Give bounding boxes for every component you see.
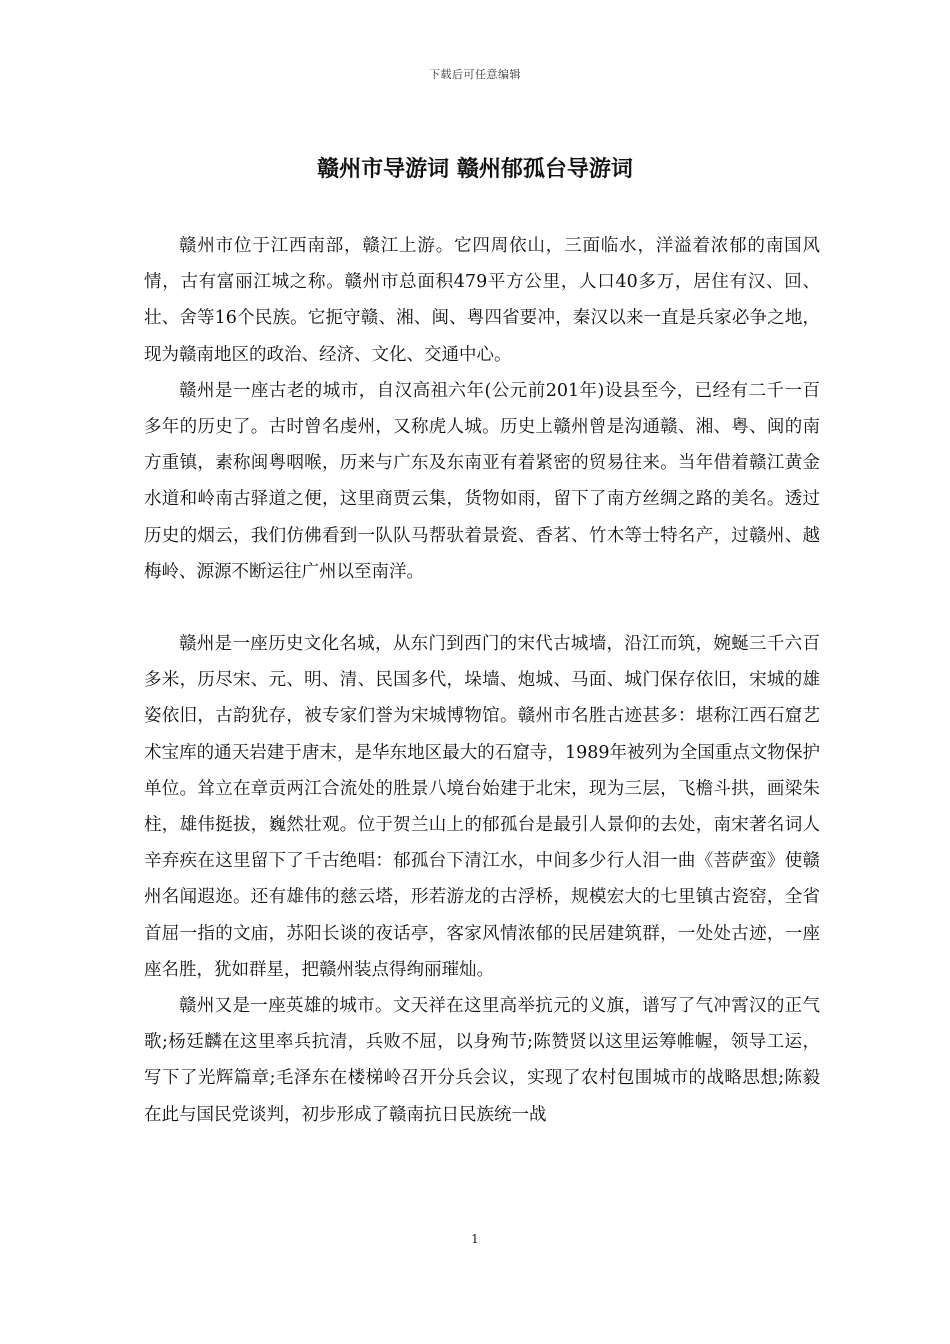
paragraph-history: 赣州是一座古老的城市，自汉高祖六年(公元前201年)设县至今，已经有二千一百多年的历史了。古时曾名虔州，又称虎人城。历史上赣州曾是沟通赣、湘、粤、闽的南方重镇，素称闽粤咽喉，历来与广东及东南亚有着紧密的贸易往来。当年借着赣江黄金水道和岭南古驿道之便，这里商贾云集，货物如雨，留下了南方丝绸之路的美名。透过历史的烟云，我们仿佛看到一队队马帮驮着景瓷、香茗、竹木等士特名产，过赣州、越梅岭、源源不断运往广州以至南洋。 xyxy=(144,380,820,582)
paragraph-spacer xyxy=(144,590,820,626)
paragraph-culture: 赣州是一座历史文化名城，从东门到西门的宋代古城墙，沿江而筑，婉蜒三千六百多米，历尽宋、元、明、清、民国多代，垛墙、炮城、马面、城门保存依旧，宋城的雄姿依旧，古韵犹存，被专家们誉为宋城博物馆。赣州市名胜古迹甚多：堪称江西石窟艺术宝库的通天岩建于唐末，是华东地区最大的石窟寺，1989年被列为全国重点文物保护单位。耸立在章贡两江合流处的胜景八境台始建于北宋，现为三层，飞檐斗拱，画梁朱柱，雄伟挺拔，巍然壮观。位于贺兰山上的郁孤台是最引人景仰的去处，南宋著名词人辛弃疾在这里留下了千古绝唱：郁孤台下清江水，中间多少行人泪一曲《菩萨蛮》使赣州名闻遐迩。还有雄伟的慈云塔，形若游龙的古浮桥，规模宏大的七里镇古瓷窑，全省首屈一指的文庙，苏阳长谈的夜话亭，客家风情浓郁的民居建筑群，一处处古迹，一座座名胜，犹如群星，把赣州装点得绚丽璀灿。 xyxy=(144,634,820,980)
document-body xyxy=(144,228,820,1133)
page-header: 下载后可任意编辑 xyxy=(429,68,521,81)
paragraph-heroes: 赣州又是一座英雄的城市。文天祥在这里高举抗元的义旗，谱写了气冲霄汉的正气歌;杨廷麟在这里率兵抗清，兵败不屈，以身殉节;陈赞贤以这里运筹帷幄，领导工运，写下了光辉篇章;毛泽东在楼梯岭召开分兵会议，实现了农村包围城市的战略思想;陈毅在此与国民党谈判，初步形成了赣南抗日民族统一战 xyxy=(144,996,820,1125)
page-number: 1 xyxy=(471,1232,479,1246)
paragraph-intro: 赣州市位于江西南部，赣江上游。它四周依山，三面临水，洋溢着浓郁的南国风情，古有富丽江城之称。赣州市总面积479平方公里，人口40多万，居住有汉、回、壮、舍等16个民族。它扼守赣、湘、闽、粤四省要冲，秦汉以来一直是兵家必争之地，现为赣南地区的政治、经济、文化、交通中心。 xyxy=(144,236,820,365)
document-title: 赣州市导游词 赣州郁孤台导游词 xyxy=(317,157,633,182)
